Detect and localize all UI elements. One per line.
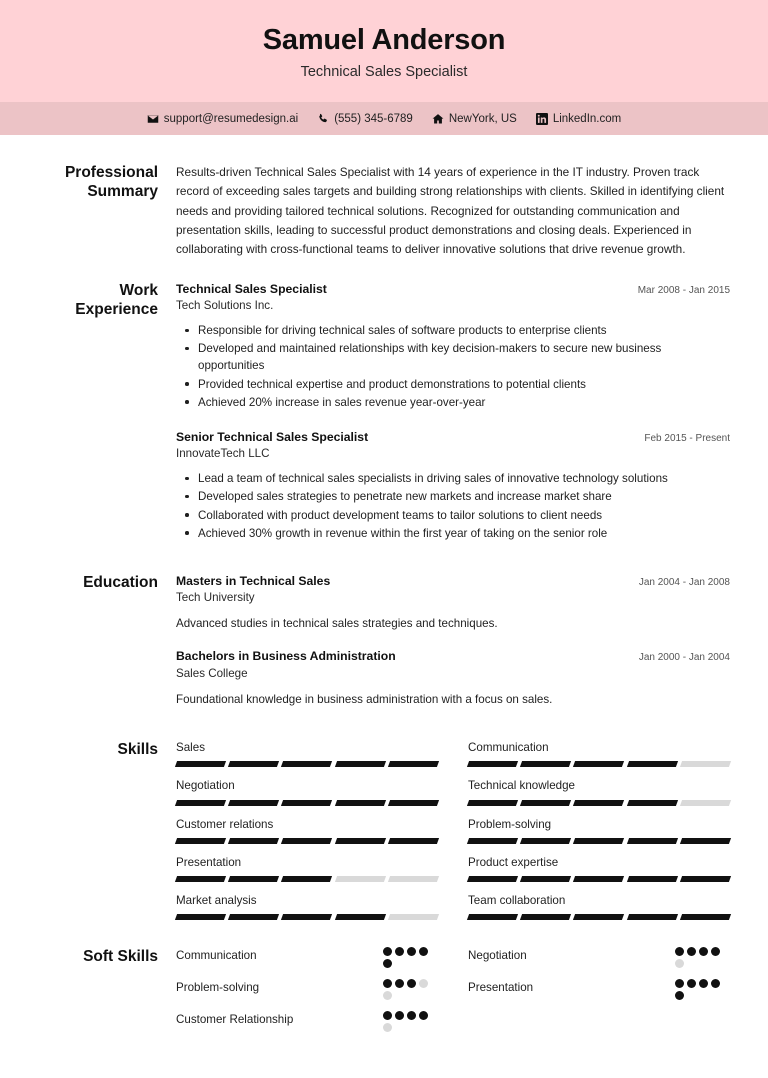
- skill-segment: [520, 914, 571, 920]
- soft-skill-rating: [675, 979, 730, 1000]
- skill-label: Presentation: [176, 855, 242, 869]
- skill-item: [176, 740, 438, 767]
- skill-segment: [680, 838, 731, 844]
- entry-header: [176, 648, 730, 664]
- skill-label: Sales: [176, 741, 206, 755]
- rating-dot: [395, 979, 404, 988]
- rating-dot: [407, 1011, 416, 1020]
- section-content: [176, 740, 730, 931]
- skill-segment: [627, 800, 678, 806]
- list-item: Collaborated with product development teams to tailor solutions to client needs: [176, 507, 730, 524]
- skill-level-bar: [176, 838, 438, 844]
- skill-segment: [335, 800, 386, 806]
- rating-dot: [407, 947, 416, 956]
- list-item: Provided technical expertise and product demonstrations to potential clients: [176, 376, 730, 393]
- soft-skill-rating: [383, 1011, 438, 1032]
- rating-dot: [675, 991, 684, 1000]
- envelope-icon: [147, 113, 159, 125]
- entry-header: [176, 281, 730, 297]
- skill-segment: [573, 800, 624, 806]
- section-label: Work Experience: [75, 281, 158, 318]
- rating-dot: [711, 947, 720, 956]
- section-skills: [38, 740, 730, 931]
- list-item: Achieved 20% increase in sales revenue year-over-year: [176, 394, 730, 411]
- skill-segment: [175, 838, 226, 844]
- skill-label: Team collaboration: [468, 894, 566, 908]
- rating-dot: [699, 947, 708, 956]
- skill-segment: [175, 800, 226, 806]
- skill-segment: [388, 838, 439, 844]
- summary-text: Results-driven Technical Sales Specialist with 14 years of experience in the IT industry. Proven track record of exceeding sales targets and building strong relationships with clients. Skilled in identifying client needs and providing tailored technical solutions. Recognized for outstanding communication and presentation skills, leading to successful product demonstrations and closing deals. Experienced in collaborating with cross-functional teams to deliver innovative solutions that drive revenue growth.: [176, 165, 725, 256]
- section-content: [176, 281, 730, 543]
- contact-item-linkedin[interactable]: [536, 113, 621, 125]
- skill-segment: [335, 838, 386, 844]
- list-item: Developed sales strategies to penetrate new markets and increase market share: [176, 488, 730, 505]
- skill-segment: [335, 761, 386, 767]
- skill-level-bar: [468, 914, 730, 920]
- education-entry: [176, 573, 730, 633]
- skill-segment: [573, 876, 624, 882]
- section-content: [176, 163, 730, 259]
- soft-skill-label: Customer Relationship: [176, 1013, 294, 1027]
- skill-segment: [520, 838, 571, 844]
- skill-segment: [228, 914, 279, 920]
- skill-level-bar: [468, 876, 730, 882]
- responsibility-list: [176, 470, 730, 542]
- school-name: Tech University: [176, 591, 255, 605]
- employer-name: Tech Solutions Inc.: [176, 299, 274, 313]
- soft-skill-label: Presentation: [468, 981, 534, 995]
- school-name: Sales College: [176, 666, 248, 680]
- section-professional-summary: [38, 163, 730, 259]
- rating-dot: [395, 1011, 404, 1020]
- skill-segment: [627, 914, 678, 920]
- skill-segment: [388, 800, 439, 806]
- skill-level-bar: [468, 838, 730, 844]
- education-description: Foundational knowledge in business administration with a focus on sales.: [176, 692, 553, 706]
- soft-skill-item: [468, 979, 730, 1006]
- experience-entry: [176, 429, 730, 542]
- skill-segment: [388, 914, 439, 920]
- skill-segment: [573, 914, 624, 920]
- rating-dot: [383, 947, 392, 956]
- education-date-range: Jan 2004 - Jan 2008: [638, 576, 730, 588]
- soft-skill-label: Problem-solving: [176, 981, 260, 995]
- section-soft-skills: [38, 947, 730, 1043]
- skill-segment: [228, 761, 279, 767]
- skill-segment: [627, 838, 678, 844]
- linkedin-icon: [536, 113, 548, 125]
- section-label: Soft Skills: [83, 948, 158, 966]
- skill-segment: [573, 761, 624, 767]
- section-label: Education: [83, 573, 158, 591]
- job-date-range: Mar 2008 - Jan 2015: [637, 284, 730, 296]
- skill-item: [468, 893, 730, 920]
- skill-segment: [388, 876, 439, 882]
- contact-label: LinkedIn.com: [552, 112, 622, 125]
- contact-label: NewYork, US: [448, 112, 517, 125]
- resume-body: [0, 135, 768, 1043]
- skill-segment: [467, 914, 518, 920]
- soft-skill-rating: [383, 947, 438, 968]
- skill-segment: [627, 876, 678, 882]
- skill-segment: [680, 761, 731, 767]
- soft-skill-item: [468, 947, 730, 974]
- rating-dot: [395, 947, 404, 956]
- skill-level-bar: [176, 800, 438, 806]
- skill-item: [176, 778, 438, 805]
- rating-dot: [419, 1011, 428, 1020]
- contact-label: (555) 345-6789: [334, 112, 413, 125]
- skill-segment: [573, 838, 624, 844]
- skill-level-bar: [176, 914, 438, 920]
- section-label: Skills: [117, 741, 158, 759]
- skill-segment: [467, 761, 518, 767]
- skill-segment: [388, 761, 439, 767]
- skill-level-bar: [176, 761, 438, 767]
- skill-level-bar: [176, 876, 438, 882]
- skill-segment: [281, 761, 332, 767]
- skill-segment: [680, 876, 731, 882]
- section-content: [176, 947, 730, 1043]
- skill-segment: [520, 800, 571, 806]
- rating-dot: [687, 947, 696, 956]
- skill-item: [468, 740, 730, 767]
- resume-header: [0, 0, 768, 102]
- section-label: Professional Summary: [64, 164, 158, 201]
- rating-dot: [675, 959, 684, 968]
- skill-label: Technical knowledge: [468, 779, 575, 793]
- degree-name: Bachelors in Business Administration: [176, 649, 396, 664]
- soft-skills-grid: [176, 947, 730, 1043]
- page-title: Samuel Anderson: [262, 24, 506, 56]
- skill-label: Communication: [468, 741, 549, 755]
- skill-segment: [175, 876, 226, 882]
- entry-header: [176, 429, 730, 445]
- phone-icon: [317, 113, 329, 125]
- education-description: Advanced studies in technical sales strategies and techniques.: [176, 617, 498, 631]
- section-education: [38, 573, 730, 708]
- soft-skill-item: [176, 979, 438, 1006]
- list-item: Responsible for driving technical sales of software products to enterprise clients: [176, 322, 730, 339]
- skill-segment: [520, 876, 571, 882]
- skill-segment: [175, 914, 226, 920]
- education-entry: [176, 648, 730, 708]
- skill-segment: [680, 914, 731, 920]
- skill-item: [468, 778, 730, 805]
- skill-segment: [627, 761, 678, 767]
- employer-name: InnovateTech LLC: [176, 447, 270, 461]
- skill-segment: [467, 838, 518, 844]
- soft-skill-item: [176, 947, 438, 974]
- rating-dot: [383, 1011, 392, 1020]
- rating-dot: [383, 1023, 392, 1032]
- soft-skill-item: [176, 1011, 438, 1038]
- skill-segment: [680, 800, 731, 806]
- rating-dot: [419, 947, 428, 956]
- skill-segment: [467, 800, 518, 806]
- rating-dot: [699, 979, 708, 988]
- job-role: Technical Sales Specialist: [176, 281, 327, 296]
- job-title: Technical Sales Specialist: [300, 64, 468, 81]
- skill-item: [468, 817, 730, 844]
- rating-dot: [687, 979, 696, 988]
- section-content: [176, 573, 730, 708]
- skill-segment: [281, 838, 332, 844]
- contact-item-email[interactable]: [147, 113, 298, 125]
- skill-item: [176, 817, 438, 844]
- contact-label: support@resumedesign.ai: [163, 112, 299, 125]
- job-date-range: Feb 2015 - Present: [644, 432, 730, 444]
- skill-segment: [228, 876, 279, 882]
- skill-item: [468, 855, 730, 882]
- section-work-experience: [38, 281, 730, 543]
- rating-dot: [419, 979, 428, 988]
- responsibility-list: [176, 322, 730, 411]
- rating-dot: [383, 991, 392, 1000]
- skill-label: Problem-solving: [468, 817, 552, 831]
- rating-dot: [675, 979, 684, 988]
- skill-segment: [228, 800, 279, 806]
- job-role: Senior Technical Sales Specialist: [176, 429, 369, 444]
- soft-skill-label: Negotiation: [468, 949, 527, 963]
- contact-item-location[interactable]: [432, 113, 517, 125]
- contact-item-phone[interactable]: [317, 113, 413, 125]
- list-item: Achieved 30% growth in revenue within the first year of taking on the senior role: [176, 525, 730, 542]
- list-item: Developed and maintained relationships with key decision-makers to secure new business opportunities: [176, 340, 730, 374]
- rating-dot: [675, 947, 684, 956]
- skill-level-bar: [468, 800, 730, 806]
- skill-segment: [281, 876, 332, 882]
- skill-segment: [175, 761, 226, 767]
- degree-name: Masters in Technical Sales: [176, 573, 331, 588]
- skill-segment: [281, 914, 332, 920]
- skill-level-bar: [468, 761, 730, 767]
- skill-segment: [281, 800, 332, 806]
- home-icon: [432, 113, 444, 125]
- rating-dot: [383, 979, 392, 988]
- skill-item: [176, 893, 438, 920]
- soft-skill-label: Communication: [176, 949, 257, 963]
- skill-segment: [467, 876, 518, 882]
- experience-entry: [176, 281, 730, 411]
- soft-skill-rating: [675, 947, 730, 968]
- skill-segment: [228, 838, 279, 844]
- skill-item: [176, 855, 438, 882]
- skill-label: Customer relations: [176, 817, 274, 831]
- list-item: Lead a team of technical sales specialists in driving sales of innovative technology solutions: [176, 470, 730, 487]
- contact-bar: [0, 102, 768, 135]
- skill-segment: [335, 876, 386, 882]
- skills-grid: [176, 740, 730, 931]
- skill-segment: [520, 761, 571, 767]
- skill-label: Negotiation: [176, 779, 235, 793]
- soft-skill-rating: [383, 979, 438, 1000]
- education-date-range: Jan 2000 - Jan 2004: [638, 652, 730, 664]
- skill-label: Market analysis: [176, 894, 257, 908]
- rating-dot: [711, 979, 720, 988]
- skill-segment: [335, 914, 386, 920]
- rating-dot: [407, 979, 416, 988]
- skill-label: Product expertise: [468, 855, 559, 869]
- entry-header: [176, 573, 730, 589]
- rating-dot: [383, 959, 392, 968]
